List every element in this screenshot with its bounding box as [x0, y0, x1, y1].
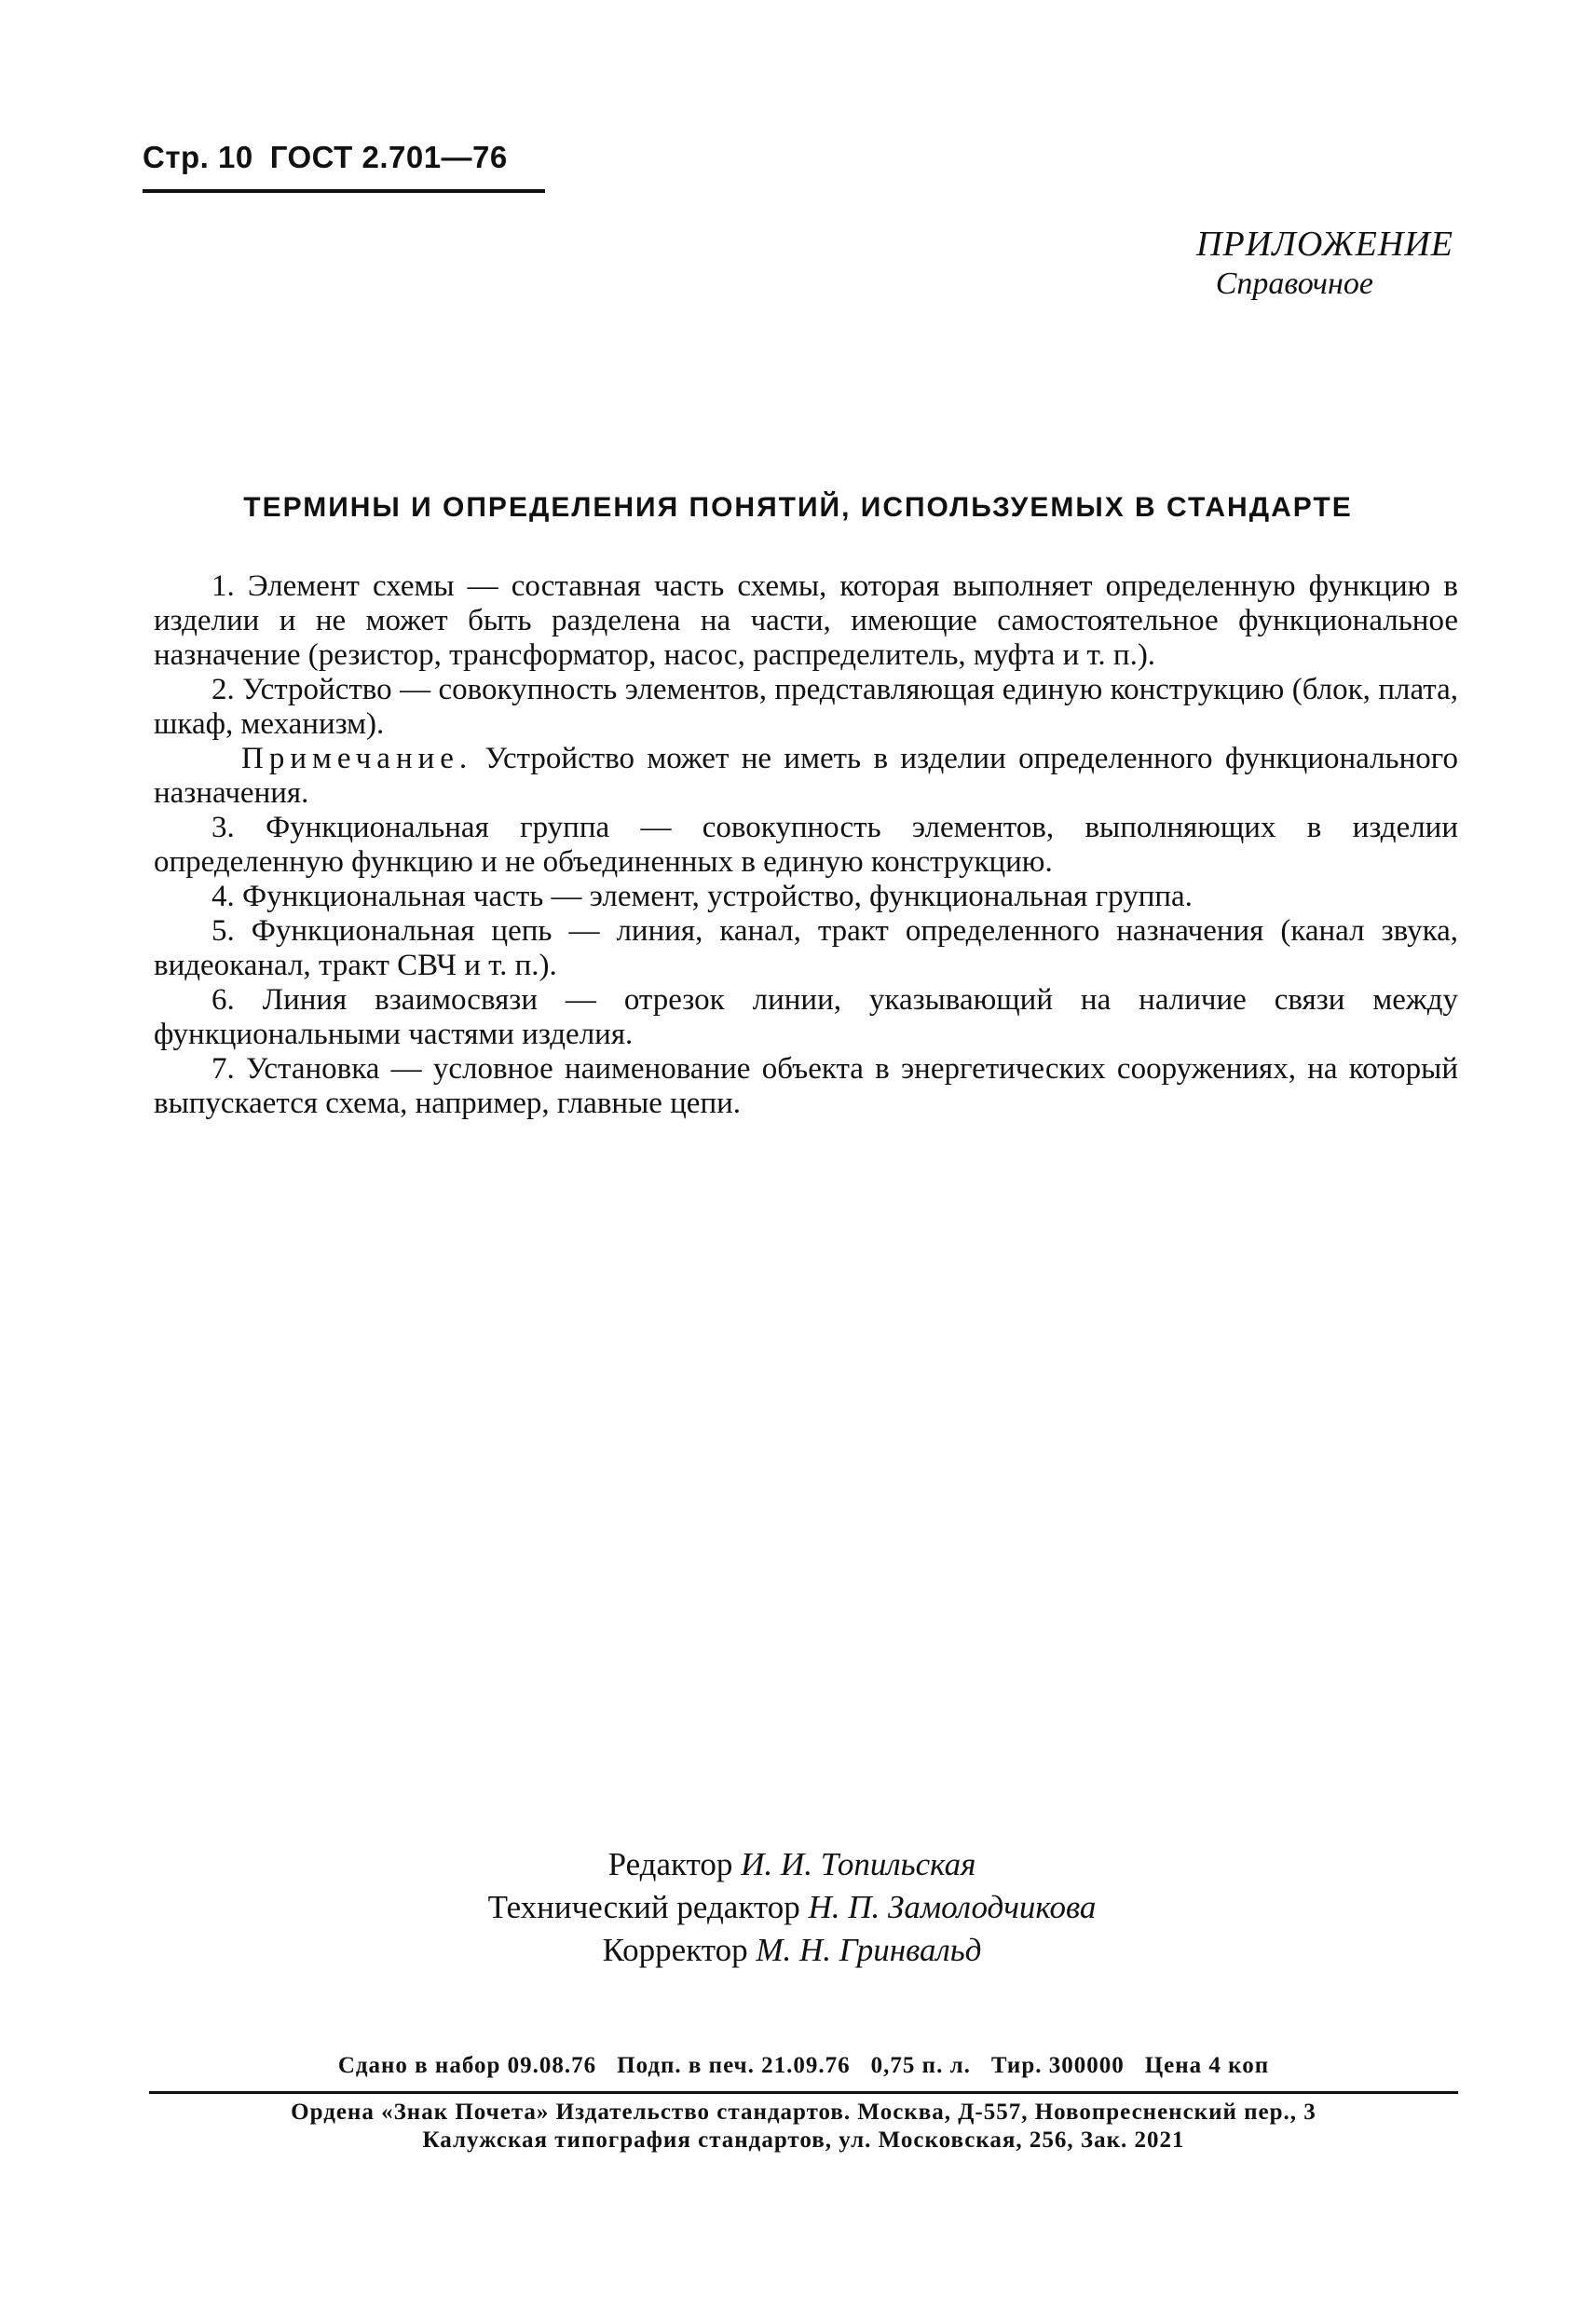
credit-name: И. И. Топильская [741, 1846, 976, 1882]
note-label: Примечание. [241, 742, 473, 775]
credit-role: Технический редактор [487, 1889, 800, 1925]
note-text: Устройство может не иметь в изделии определенного функционального назначения. [154, 742, 1458, 810]
credit-role: Редактор [607, 1846, 733, 1882]
credit-role: Корректор [602, 1932, 748, 1968]
page-number: Стр. 10 [143, 140, 253, 174]
credit-editor [280, 1843, 1304, 1886]
credit-name: М. Н. Гринвальд [756, 1932, 982, 1968]
imprint-price: Цена 4 коп [1144, 2053, 1270, 2078]
term-item: 1. Элемент схемы — составная часть схемы, которая выполняет определенную функцию в изделии и не может быть разделена на части, имеющие самостоятельное функциональное назначение (резистор, трансформатор, насос, распределитель, муфта и т. п.). [154, 569, 1458, 672]
term-item: 4. Функциональная часть — элемент, устройство, функциональная группа. [211, 880, 1193, 913]
term-item: 2. Устройство — совокупность элементов, представляющая единую конструкцию (блок, плата, шкаф, механизм). [154, 673, 1458, 741]
publisher-line: Ордена «Знак Почета» Издательство стандартов. Москва, Д-557, Новопресненский пер., 3 [291, 2100, 1316, 2125]
credit-proofreader [280, 1929, 1304, 1972]
standard-code: ГОСТ 2.701—76 [269, 140, 508, 174]
footer-rule [149, 2091, 1458, 2094]
header-rule [143, 189, 545, 193]
term-item: 6. Линия взаимосвязи — отрезок линии, указывающий на наличие связи между функциональными частями изделия. [154, 983, 1458, 1051]
term-item: 7. Установка — условное наименование объекта в энергетических сооружениях, на который выпускается схема, например, главные цепи. [154, 1052, 1458, 1120]
term-item: 3. Функциональная группа — совокупность элементов, выполняющих в изделии определенную функцию и не объединенных в единую конструкцию. [154, 811, 1458, 879]
note-paragraph [154, 742, 1458, 811]
page-header [143, 140, 508, 175]
credits-block [280, 1843, 1304, 1972]
term-item: 5. Функциональная цепь — линия, канал, тракт определенного назначения (канал звука, видеоканал, тракт СВЧ и т. п.). [154, 914, 1458, 982]
imprint-sheets: 0,75 п. л. [870, 2053, 971, 2078]
imprint-signed: Подп. в печ. 21.09.76 [617, 2053, 851, 2078]
appendix-title: ПРИЛОЖЕНИЕ [1196, 225, 1453, 264]
printing-house-line: Калужская типография стандартов, ул. Московская, 256, Зак. 2021 [422, 2127, 1185, 2153]
section-title: ТЕРМИНЫ И ОПРЕДЕЛЕНИЯ ПОНЯТИЙ, ИСПОЛЬЗУЕМЫХ В СТАНДАРТЕ [243, 492, 1353, 523]
credit-name: Н. П. Замолодчикова [808, 1889, 1097, 1925]
imprint-line [149, 2053, 1458, 2079]
imprint-submitted: Сдано в набор 09.08.76 [337, 2053, 597, 2078]
terms-list [154, 569, 1458, 1121]
credit-tech-editor [280, 1886, 1304, 1929]
appendix-label [1081, 224, 1453, 304]
imprint-print-run: Тир. 300000 [990, 2053, 1125, 2078]
appendix-subtitle: Справочное [1215, 267, 1373, 301]
publisher-info [149, 2099, 1458, 2155]
